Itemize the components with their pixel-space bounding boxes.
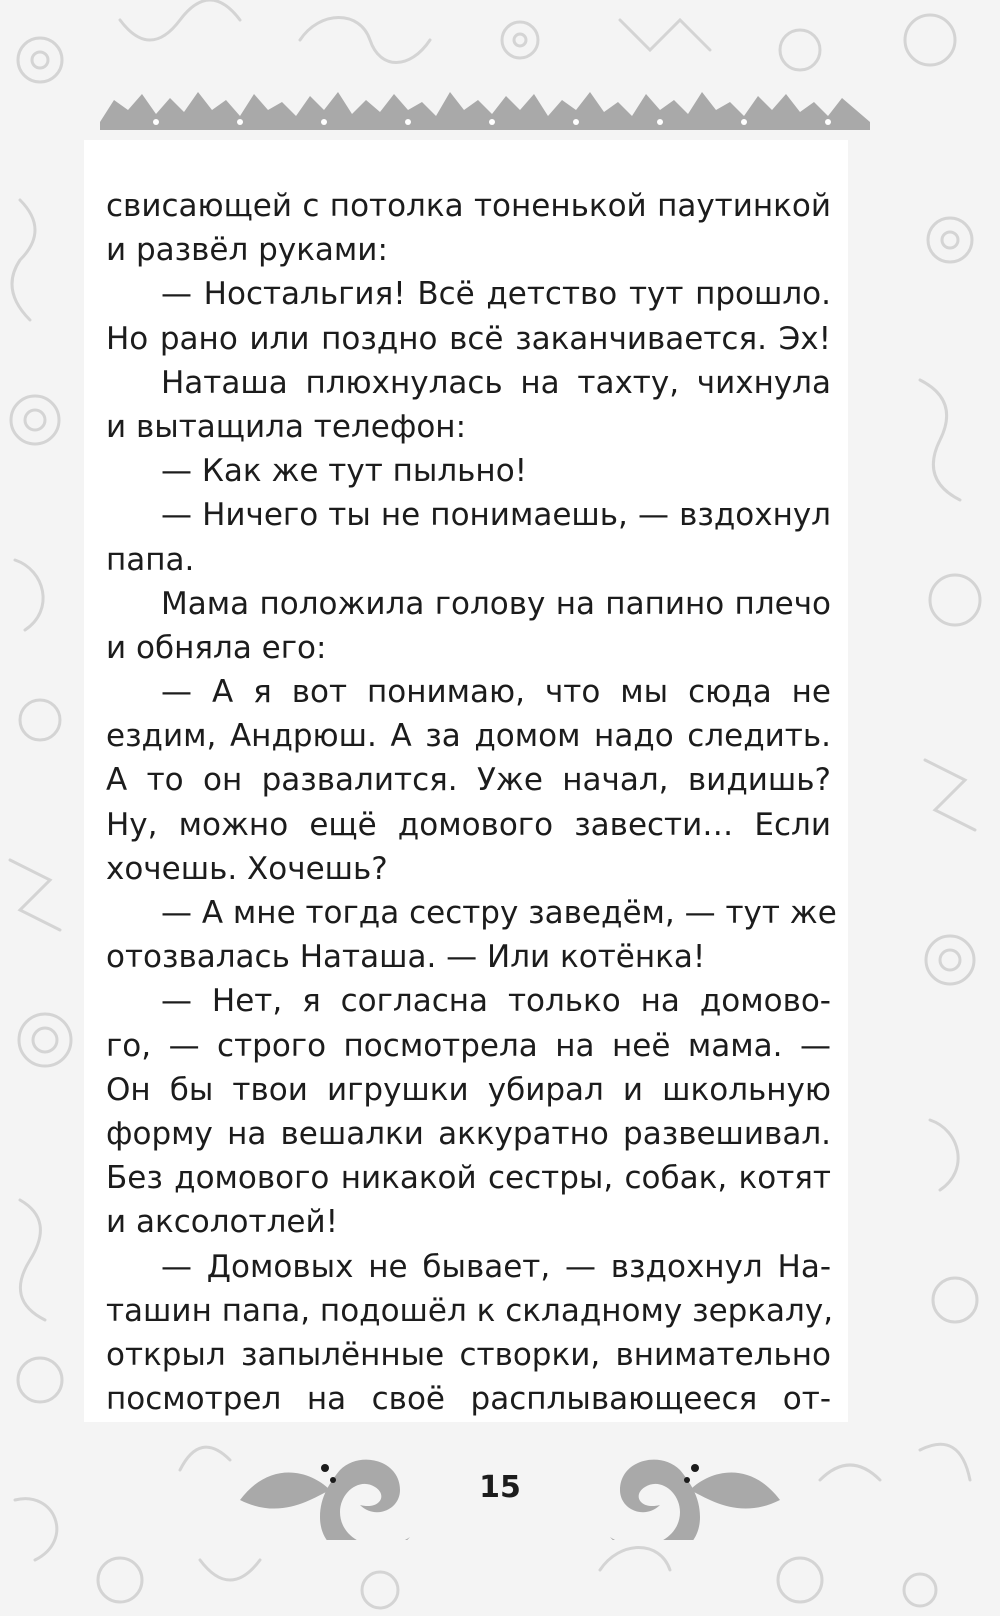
- text-line: А то он развалится. Уже начал, видишь?: [106, 762, 831, 799]
- text-line: — Домовых не бывает, — вздохнул На-: [161, 1248, 831, 1285]
- text-line: Ну, можно ещё домового завести… Если: [106, 806, 831, 843]
- page-number: 15: [479, 1470, 521, 1505]
- text-line: Мама положила голову на папино плечо: [161, 585, 831, 622]
- text-line: посмотрел на своё расплывающееся от-: [106, 1381, 831, 1418]
- left-leaf-ornament: [240, 1473, 330, 1509]
- right-leaf-ornament: [690, 1473, 780, 1509]
- text-line: и развёл руками:: [106, 232, 388, 269]
- text-line: — Нет, я согласна только на домово-: [161, 983, 831, 1020]
- text-line: отозвалась Наташа. — Или котёнка!: [106, 939, 706, 976]
- text-line: Он бы твои игрушки убирал и школьную: [106, 1071, 831, 1108]
- text-line: — А мне тогда сестру заведём, — тут же: [161, 895, 837, 931]
- text-line: папа.: [106, 541, 195, 578]
- left-scroll-ornament: [320, 1460, 410, 1540]
- top-ornamental-border: [100, 80, 870, 140]
- text-line: и вытащила телефон:: [106, 408, 467, 445]
- text-line: Без домового никакой сестры, собак, котят: [106, 1160, 831, 1197]
- text-line: ездим, Андрюш. А за домом надо следить.: [106, 718, 831, 755]
- text-line: форму на вешалки аккуратно развешивал.: [106, 1115, 831, 1152]
- text-line: и обняла его:: [106, 629, 327, 666]
- text-line: хочешь. Хочешь?: [106, 850, 388, 887]
- text-line: Наташа плюхнулась на тахту, чихнула: [161, 364, 831, 401]
- text-line: и аксолотлей!: [106, 1204, 339, 1241]
- right-scroll-ornament: [610, 1460, 700, 1540]
- text-line: ташин папа, подошёл к складному зеркалу,: [106, 1292, 834, 1329]
- text-line: открыл запылённые створки, внимательно: [106, 1336, 831, 1373]
- text-line: — Как же тут пыльно!: [161, 453, 528, 490]
- body-text: [106, 184, 837, 1421]
- text-line: свисающей с потолка тоненькой паутинкой: [106, 188, 831, 224]
- text-line: — А я вот понимаю, что мы сюда не: [161, 674, 831, 711]
- text-line: — Ничего ты не понимаешь, — вздохнул: [161, 497, 831, 534]
- text-line: — Ностальгия! Всё детство тут прошло.: [161, 276, 831, 313]
- text-line: го, — строго посмотрела на неё мама. —: [106, 1027, 831, 1064]
- text-line: Но рано или поздно всё заканчивается. Эх!: [106, 320, 831, 357]
